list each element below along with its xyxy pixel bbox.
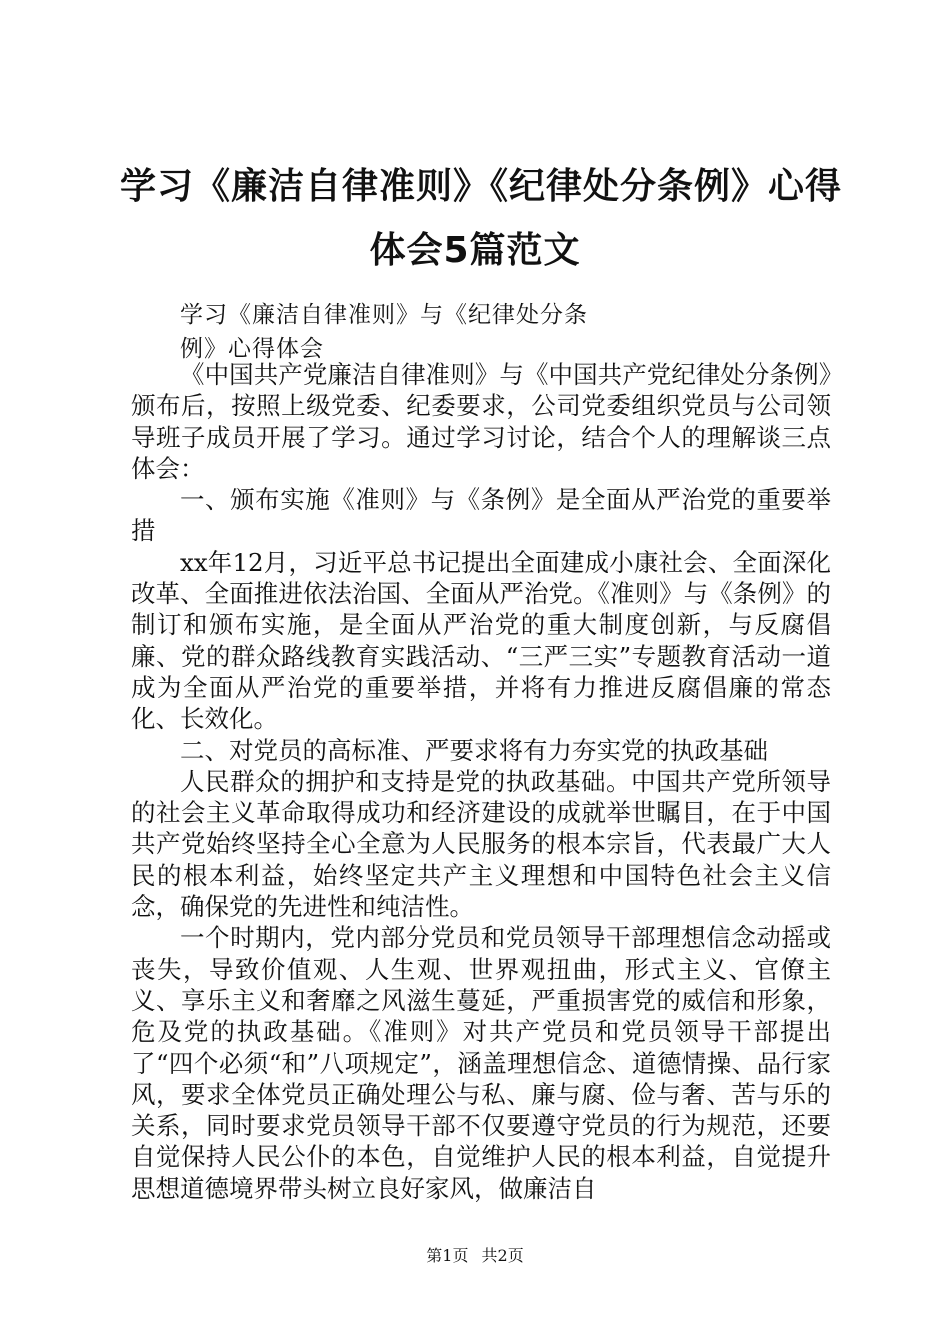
paragraph-intro: 《中国共产党廉洁自律准则》与《中国共产党纪律处分条例》颁布后，按照上级党委、纪委要求，公司党委组织党员与公司领导班子成员开展了学习。通过学习讨论，结合个人的理解谈三点体会： [131, 360, 831, 483]
paragraph: 一个时期内，党内部分党员和党员领导干部理想信念动摇或丧失，导致价值观、人生观、世界观扭曲，形式主义、官僚主义、享乐主义和奢靡之风滋生蔓延，严重损害党的威信和形象，危及党的执政基础。《准则》对共产党员和党员领导干部提出了“四个必须“和”八项规定”，涵盖理想信念、道德情操、品行家风，要求全体党员正确处理公与私、廉与腐、俭与奢、苦与乐的关系，同时要求党员领导干部不仅要遵守党员的行为规范，还要自觉保持人民公仆的本色，自觉维护人民的根本利益，自觉提升思想道德境界带头树立良好家风，做廉洁自 [131, 923, 831, 1203]
paragraph: xx年12月，习近平总书记提出全面建成小康社会、全面深化改革、全面推进依法治国、全面从严治党。《准则》与《条例》的制订和颁布实施，是全面从严治党的重大制度创新，与反腐倡廉、党的群众路线教育实践活动、“三严三实”专题教育活动一道成为全面从严治党的重要举措，并将有力推进反腐倡廉的常态化、长效化。 [131, 547, 831, 734]
subtitle-line-2: 例》心得体会 [180, 336, 324, 362]
document-body [131, 359, 831, 1204]
subtitle-line-1: 学习《廉洁自律准则》与《纪律处分条 [180, 302, 588, 328]
document-title-line-2: 体会5篇范文 [369, 230, 581, 271]
paragraph: 人民群众的拥护和支持是党的执政基础。中国共产党所领导的社会主义革命取得成功和经济建设的成就举世瞩目，在于中国共产党始终坚持全心全意为人民服务的根本宗旨，代表最广大人民的根本利益，始终坚定共产主义理想和中国特色社会主义信念，确保党的先进性和纯洁性。 [131, 766, 831, 922]
document-title-line-1: 学习《廉洁自律准则》《纪律处分条例》心得 [120, 166, 843, 207]
page-footer [0, 1243, 950, 1266]
page-number: 第1页 [426, 1246, 469, 1265]
page-total: 共2页 [481, 1246, 524, 1265]
section-heading-2: 二、对党员的高标准、严要求将有力夯实党的执政基础 [180, 735, 768, 765]
section-heading-1: 一、颁布实施《准则》与《条例》是全面从严治党的重要举措 [131, 485, 831, 546]
